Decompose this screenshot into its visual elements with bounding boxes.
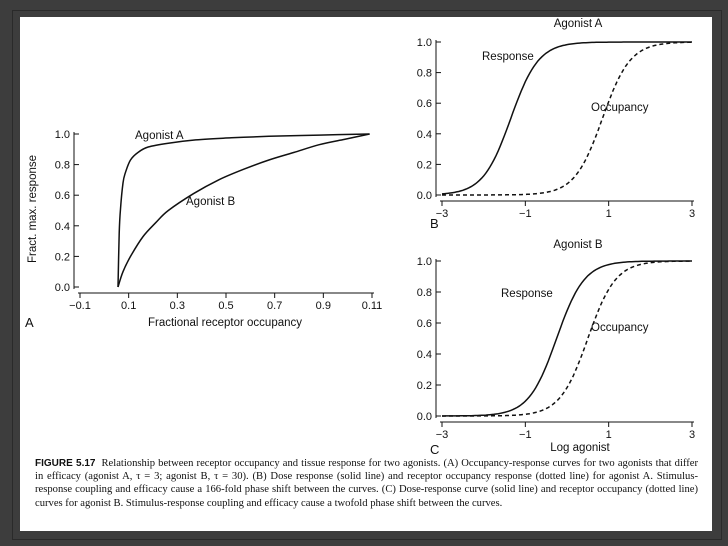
panel-a-letter: A	[25, 315, 34, 330]
panel-c-response-label: Response	[501, 288, 553, 300]
panel-b-x-tick-label: −1	[519, 208, 532, 220]
caption-text: Relationship between receptor occupancy and tissue response for two agonists. (A) Occupancy-response curves for two agonists that differ in efficacy (agonist A, τ = 3; agonist B, τ = 30). (B) Dose response (solid line) and receptor occupancy response (dotted line) for agonist A. Stimulus-response coupling and efficacy cause a 166-fold phase shift between the curves. (C) Dose-response curve (solid line) and receptor occupancy (dotted line) curves for agonist B. Stimulus-response coupling and efficacy cause a twofold phase shift between the curves.	[35, 458, 698, 509]
figure-label: FIGURE 5.17	[35, 458, 96, 469]
panel-c-letter: C	[430, 442, 440, 457]
panel-b-chart	[417, 18, 695, 231]
panel-a-y-axis-label: Fract. max. response	[27, 154, 39, 264]
panel-c-chart	[417, 239, 695, 457]
panel-c-occupancy-label: Occupancy	[591, 322, 649, 334]
panel-c-x-tick-label: −1	[519, 429, 532, 441]
panel-c-x-tick-label: 1	[605, 429, 612, 441]
panel-a-y-tick-label: 0.8	[54, 159, 70, 172]
panel-a-y-tick-label: 0.4	[54, 220, 70, 233]
panel-b-y-tick-label: 1.0	[416, 37, 432, 49]
figure-panels	[20, 17, 712, 457]
panel-c-x-tick-label: 3	[688, 429, 696, 441]
panel-b-letter: B	[430, 216, 439, 231]
panel-b-y-tick-label: 0.4	[416, 128, 432, 141]
panel-a-agonist-a-curve	[118, 134, 370, 287]
panel-a-x-tick-label: −0.1	[69, 300, 91, 312]
panel-b-y-tick-label: 0.2	[416, 159, 432, 172]
panel-b-occupancy-curve	[442, 42, 692, 195]
panel-c-y-tick-label: 1.0	[416, 256, 432, 268]
panel-b-x-tick-label: −3	[435, 208, 449, 220]
panel-b-x-tick-label: 3	[688, 208, 696, 220]
panel-b-y-tick-label: 0.8	[416, 67, 432, 80]
panel-c-x-tick-label: −3	[435, 429, 449, 441]
figure-caption	[35, 457, 698, 510]
panel-a-agonist-b-label: Agonist B	[186, 196, 236, 208]
panel-a-y-tick-label: 0.2	[54, 251, 70, 264]
panel-c-y-tick-label: 0.8	[416, 287, 432, 299]
panel-b-occupancy-label: Occupancy	[591, 102, 649, 114]
panel-b-response-curve	[442, 42, 692, 194]
panel-c-occupancy-curve	[442, 261, 692, 416]
panel-a-agonist-a-label: Agonist A	[135, 130, 184, 142]
panel-a-x-tick-label: 0.1	[121, 300, 137, 312]
panel-b-x-tick-label: 1	[605, 208, 612, 220]
panel-b-title: Agonist A	[553, 18, 603, 30]
panel-a-x-tick-label: 0.7	[267, 300, 283, 312]
panel-c-y-tick-label: 0.4	[416, 349, 432, 361]
panel-c-response-curve	[442, 261, 692, 416]
slide	[20, 17, 712, 531]
panel-c-x-axis-label: Log agonist	[550, 442, 610, 454]
panel-a-y-tick-label: 1.0	[54, 129, 70, 141]
panel-b-y-tick-label: 0.0	[416, 190, 432, 202]
panel-c-y-tick-label: 0.6	[416, 318, 432, 330]
panel-a-x-tick-label: 0.5	[218, 300, 234, 312]
panel-c-y-tick-label: 0.2	[416, 380, 432, 392]
panel-a-x-tick-label: 0.3	[169, 300, 185, 312]
panel-a-y-tick-label: 0.6	[54, 190, 70, 203]
panel-c-y-tick-label: 0.0	[416, 411, 432, 423]
panel-a-x-axis-label: Fractional receptor occupancy	[147, 317, 303, 329]
panel-a-x-tick-label: 0.9	[315, 300, 331, 312]
panel-a-chart	[25, 129, 382, 330]
panel-a-x-tick-label: 0.11	[361, 300, 383, 312]
panel-a-agonist-b-curve	[118, 134, 370, 287]
panel-b-y-tick-label: 0.6	[416, 98, 432, 111]
panel-c-title: Agonist B	[553, 239, 603, 251]
panel-b-response-label: Response	[482, 51, 534, 63]
panel-a-y-tick-label: 0.0	[54, 282, 70, 294]
